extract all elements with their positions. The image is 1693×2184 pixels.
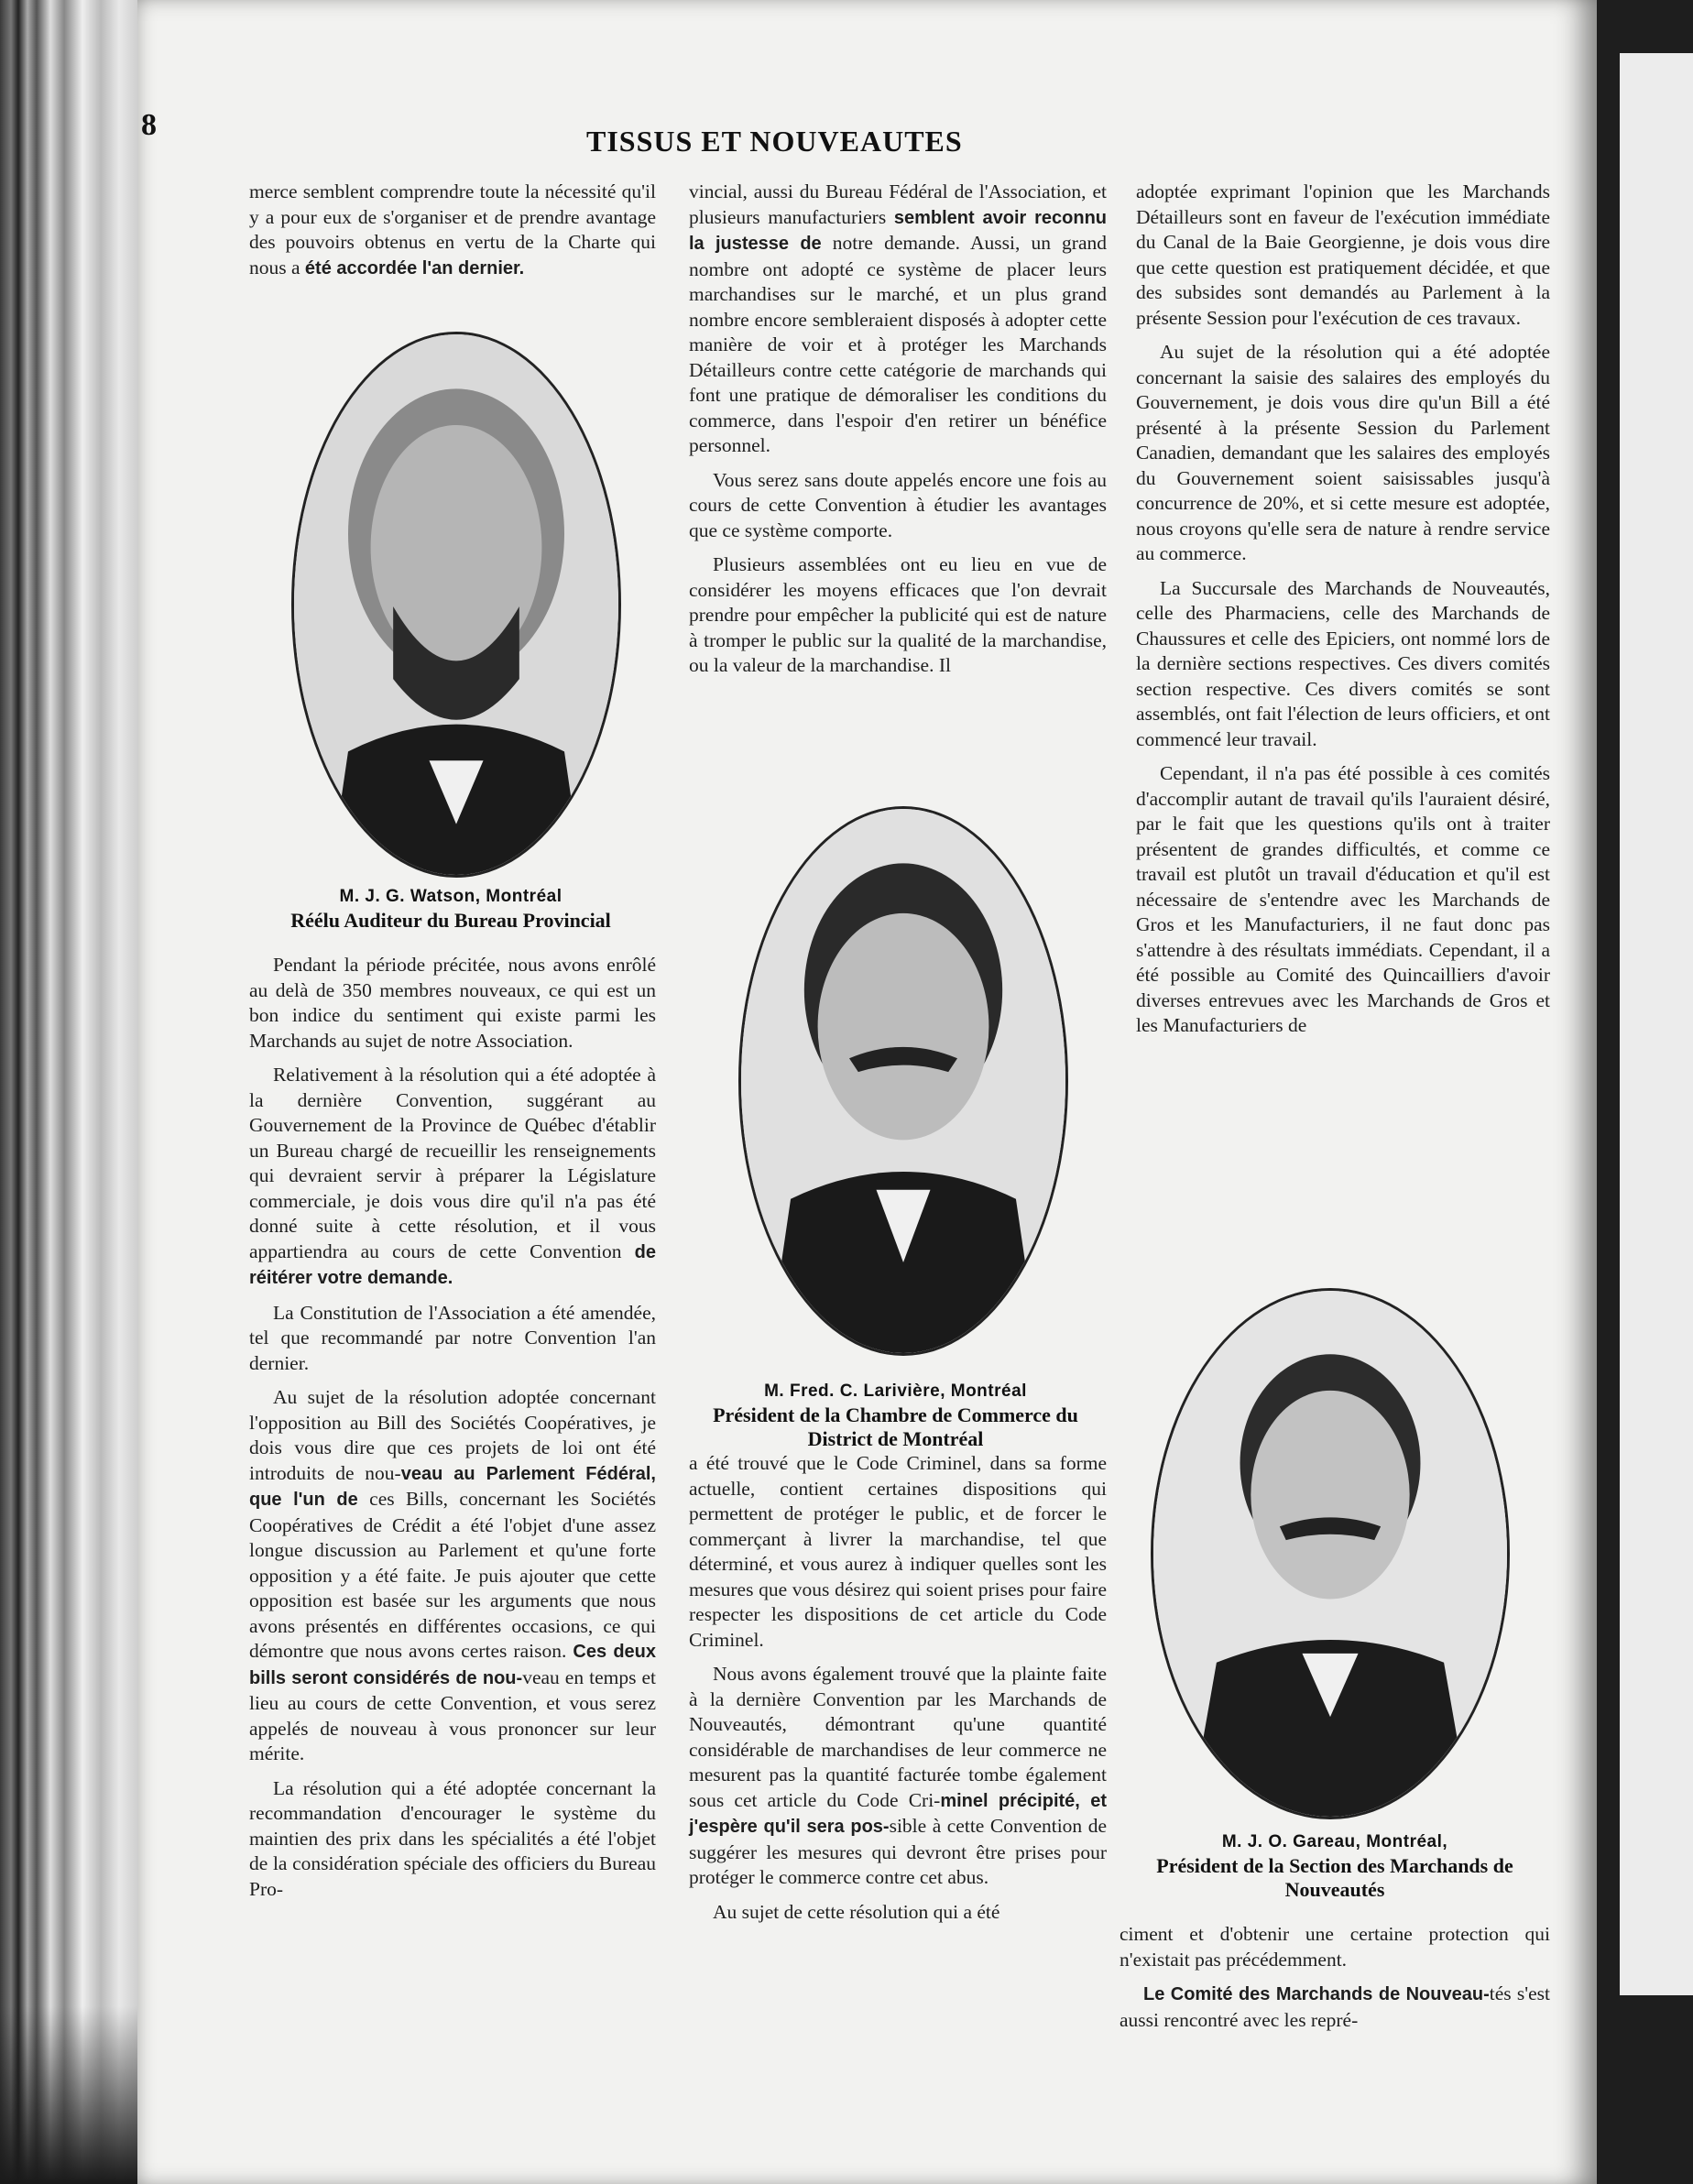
running-header: TISSUS ET NOUVEAUTES [586,125,963,158]
text-column-3b [1120,1922,1550,2042]
portrait-gareau [1151,1288,1510,1819]
next-page-edge [1620,53,1693,1995]
paragraph: merce semblent comprendre toute la nécessité qu'il y a pour eux de s'organiser et de prendre avantage des pouvoirs obtenus en vertu de la Charte qui nous a été accordée l'an dernier. [249,180,656,278]
portrait-watson [291,332,621,878]
paragraph: La résolution qui a été adoptée concernant la recommandation d'encourager le système du maintien des prix dans les spécialités a été l'objet de la considération spéciale des officiers du Bureau Pro- [249,1776,656,1900]
text-column-2b [689,1451,1107,1934]
paragraph: Au sujet de cette résolution qui a été [713,1900,1000,1923]
paragraph: Plusieurs assemblées ont eu lieu en vue de considérer les moyens efficaces que l'on devrait prendre pour empêcher la publicité qui est de nature à tromper le public sur la qualité de la marchandise, ou la valeur de la marchandise. Il [689,553,1107,676]
paragraph: Au sujet de la résolution qui a été adoptée concernant la saisie des salaires des employés du Gouvernement, je dois vous dire qu'un Bill a été présenté à la présente Session du Parlement Canadien, demandant que les salaires des employés du Gouvernement soient saisissables jusqu'à concurrence de 20%, et si cette mesure est adoptée, nous croyons qu'elle sera de nature à rendre service au commerce. [1136,341,1550,564]
text-column-1b [249,953,656,1911]
paragraph: Nous avons également trouvé que la plainte faite à la dernière Convention par les Marchands de Nouveautés, démontrant qu'une quantité considérable de marchandises de leur commerce ne mesurent pas la quantité facturée tombe également sous cet article du Code Cri-minel précipité, et j'espère qu'il sera pos-sible à cette Convention de suggérer les mesures qui devront être prises pour protéger le commerce contre cet abus. [689,1663,1107,1888]
paragraph: Au sujet de la résolution adoptée concernant l'opposition au Bill des Sociétés Coopératives, je dois vous dire que ces projets de loi ont été introduits de nou-veau au Parlement Fédéral, que l'un de ces Bills, concernant les Sociétés Coopératives de Crédit a été l'objet d'une assez longue discussion au Parlement et qu'une forte opposition y a été faite. Je puis ajouter que cette opposition est basée sur les arguments que nous avons présentés en différentes occasions, ce qui démontre que nous avons certes raison. Ces deux bills seront considérés de nou-veau en temps et lieu au cours de cette Convention, et vous serez appelés de nouveau à vous prononcer sur leur mérite. [249,1386,656,1764]
text-column-1 [249,180,656,290]
paragraph: ciment et d'obtenir une certaine protection qui n'existait pas précédemment. [1120,1923,1550,1971]
paragraph: Relativement à la résolution qui a été adoptée à la dernière Convention, suggérant au Gouvernement de la Province de Québec d'établir un Bureau chargé de recueillir les renseignements qui devraient servir à préparer la Législature commerciale, je dois vous dire qu'il n'a pas été donné suite à cette résolution, et il vous appartiendra au cours de cette Convention de réitérer votre demande. [249,1064,657,1288]
book-page-edges [0,0,137,2184]
paragraph: Le Comité des Marchands de Nouveau-tés s'est aussi rencontré avec les repré- [1120,1982,1550,2031]
caption-lariviere: M. Fred. C. Larivière, Montréal Président de la Chambre de Commerce du District de Montréal [713,1381,1078,1450]
paragraph: vincial, aussi du Bureau Fédéral de l'Association, et plusieurs manufacturiers semblent avoir reconnu la justesse de notre demande. Aussi, un grand nombre ont adopté ce système de placer leurs marchandises sur le marché, et un plus grand nombre encore sembleraient disposés à adopter cette manière de voir et à protéger les Marchands Détailleurs contre cette catégorie de marchands qui font une pratique de démoraliser les conditions du commerce, dans l'espoir d'en retirer un bénéfice personnel. [689,180,1108,456]
text-column-2 [689,180,1107,688]
page-number: 8 [141,108,157,142]
caption-gareau: M. J. O. Gareau, Montréal, Président de la Section des Marchands de Nouveautés [1156,1832,1513,1901]
paragraph: Cependant, il n'a pas été possible à ces comités d'accomplir autant de travail qu'ils l'auraient désiré, par le fait que les questions qu'ils ont à traiter présentent de grandes difficultés, et comme ce travail est plutôt un travail d'éducation et qu'il est nécessaire de s'entendre avec les Marchands de Gros et les Manufacturiers, il ne faut donc pas s'attendre à des résultats immédiats. Cependant, il a été possible au Comité des Quincailliers d'avoir diverses entrevues avec les Marchands de Gros et les Manufacturiers de [1136,762,1550,1036]
portrait-lariviere [738,806,1068,1356]
paragraph: adoptée exprimant l'opinion que les Marchands Détailleurs sont en faveur de l'exécution immédiate du Canal de la Baie Georgienne, je dois vous dire que cette question est pratiquement décidée, et que des subsides sont demandés au Parlement à la présente Session pour l'exécution de ces travaux. [1136,180,1550,329]
paragraph: a été trouvé que le Code Criminel, dans sa forme actuelle, contient certaines dispositions qui permettent de protéger le public, et de forcer le commerçant à livrer la marchandise, tel que déterminé, et vous aurez à indiquer quelles sont les mesures que vous désirez qui soient prises pour faire respecter les dispositions de cet article du Code Criminel. [689,1452,1107,1651]
paragraph: La Succursale des Marchands de Nouveautés, celle des Pharmaciens, celle des Marchands de Chaussures et celle des Epiciers, ont nommé lors de la dernière sections respectives. Ces divers comités section respective. Ces divers comités se sont assemblés, ont fait l'élection de leurs officiers, et ont commencé leur travail. [1136,576,1550,750]
paragraph: Pendant la période précitée, nous avons enrôlé au delà de 350 membres nouveaux, ce qui est un bon indice du sentiment qui existe parmi les Marchands au sujet de notre Association. [249,954,656,1052]
paragraph: La Constitution de l'Association a été amendée, tel que recommandé par notre Convention l'an dernier. [249,1301,656,1374]
page-edge-shadow [0,2006,137,2184]
text-column-3 [1136,180,1550,1048]
paragraph: Vous serez sans doute appelés encore une fois au cours de cette Convention à étudier les avantages que ce système comporte. [689,468,1107,541]
caption-watson: M. J. G. Watson, Montréal Réélu Auditeur du Bureau Provincial [290,887,611,932]
